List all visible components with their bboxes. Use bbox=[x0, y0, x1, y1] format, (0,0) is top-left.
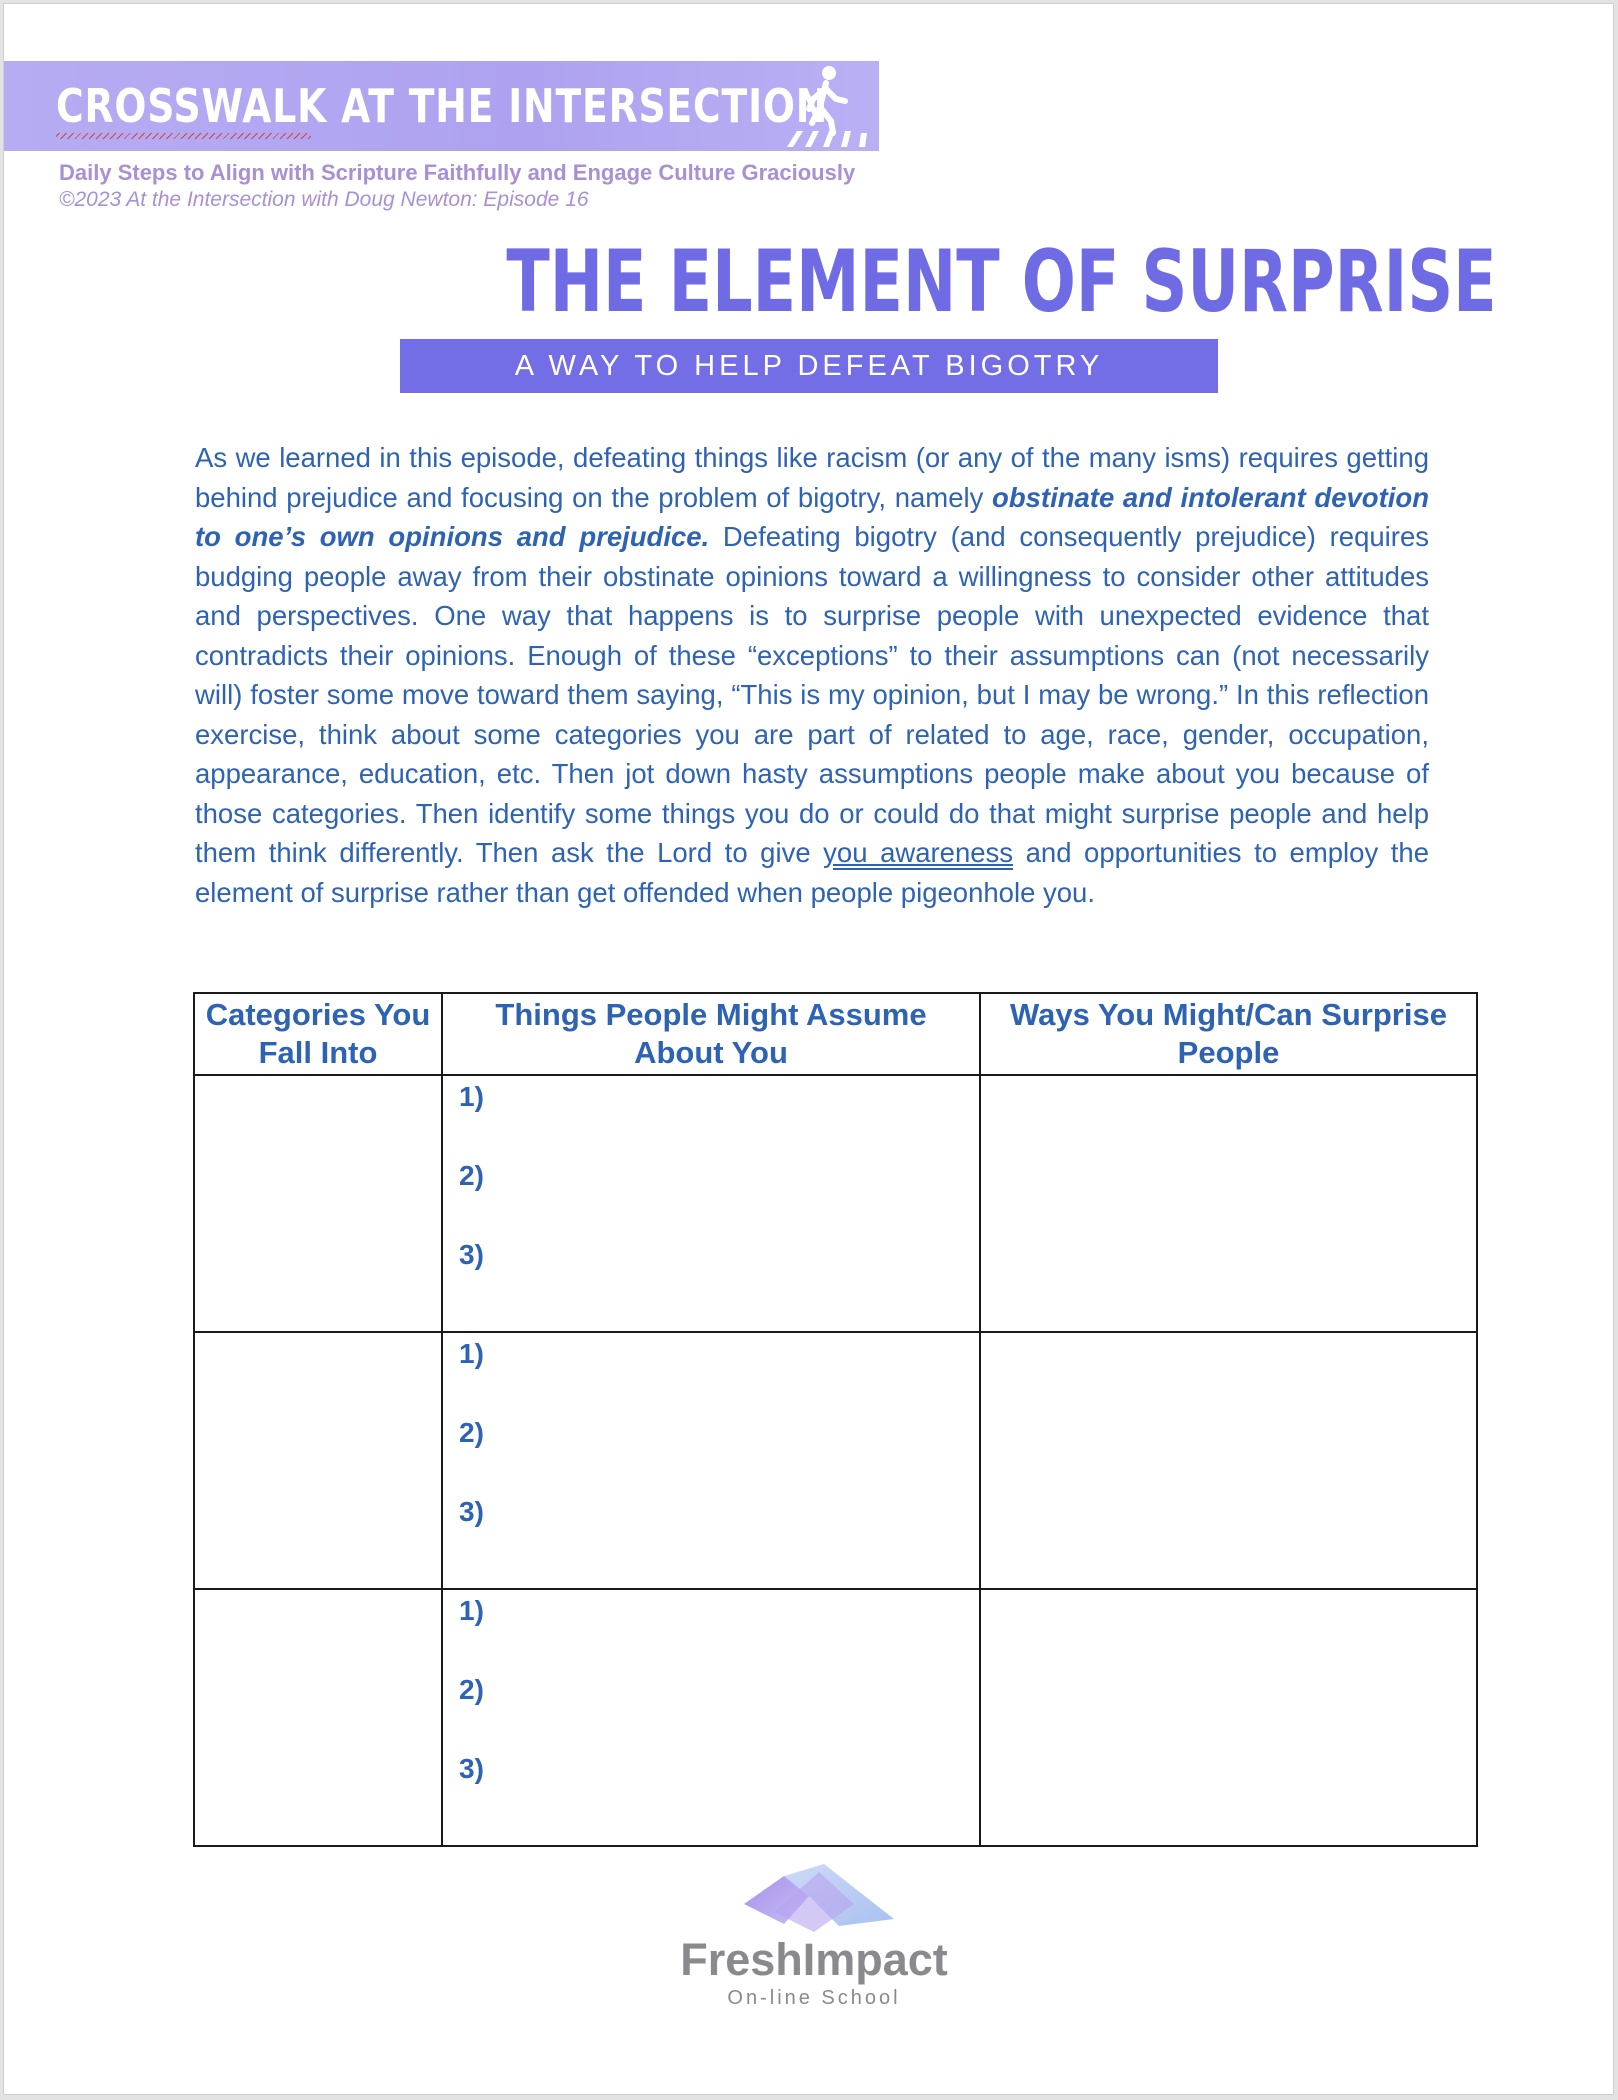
list-number: 1) bbox=[459, 1595, 484, 1626]
list-number: 3) bbox=[459, 1239, 484, 1270]
intro-paragraph bbox=[195, 438, 1429, 912]
categories-cell[interactable] bbox=[194, 1332, 442, 1589]
fresh-impact-logo-icon bbox=[744, 1864, 894, 1934]
spellcheck-squiggle bbox=[56, 133, 311, 139]
intro-underlined: you awareness bbox=[823, 837, 1014, 868]
list-number: 1) bbox=[459, 1338, 484, 1369]
worksheet-page bbox=[3, 3, 1614, 2095]
surprise-cell[interactable] bbox=[980, 1075, 1477, 1332]
numbered-list bbox=[444, 1077, 978, 1314]
numbered-list bbox=[444, 1334, 978, 1571]
list-number: 3) bbox=[459, 1753, 484, 1784]
categories-cell[interactable] bbox=[194, 1589, 442, 1846]
header-surprise: Ways You Might/Can Surprise People bbox=[980, 993, 1477, 1075]
table-row bbox=[194, 1075, 1477, 1332]
logo-name: FreshImpact bbox=[680, 1934, 948, 1985]
tagline: Daily Steps to Align with Scripture Faithfully and Engage Culture Graciously bbox=[59, 160, 856, 185]
page-title: THE ELEMENT OF SURPRISE bbox=[506, 232, 1497, 332]
pedestrian-crosswalk-icon bbox=[779, 63, 869, 149]
list-number: 2) bbox=[459, 1674, 484, 1705]
list-number: 3) bbox=[459, 1496, 484, 1527]
intro-text-1: As we learned in this episode, defeating things like racism (or any of the many isms) requires getting behind prejudice and focusing on the problem of bigotry, namely bbox=[195, 442, 1429, 513]
intro-emphasis: obstinate and intolerant devotion to one’s own opinions and prejudice. bbox=[195, 481, 1429, 552]
reflection-table bbox=[193, 992, 1478, 1847]
table-row bbox=[194, 1332, 1477, 1589]
numbered-list bbox=[444, 1591, 978, 1828]
intro-text-2: Defeating bigotry (and consequently prejudice) requires budging people away from their obstinate opinions toward a willingness to consider other attitudes and perspectives. One way that happens is to surprise people with unexpected evidence that contradicts their opinions. Enough of these “exceptions” to their assumptions can (not necessarily will) foster some move toward them saying, “This is my opinion, but I may be wrong.” In this reflection exercise, think about some categories you are part of related to age, race, gender, occupation, appearance, education, etc. Then jot down hasty assumptions people make about you because of those categories. Then identify some things you do or could do that might surprise people and help them think differently. Then ask the Lord to give bbox=[195, 521, 1429, 868]
logo-subtitle: On-line School bbox=[727, 1987, 901, 2009]
series-title: CROSSWALK AT THE INTERSECTION bbox=[56, 79, 829, 133]
list-number: 2) bbox=[459, 1417, 484, 1448]
intro-text-3: and opportunities to employ the element of surprise rather than get offended when people pigeonhole you. bbox=[195, 837, 1429, 908]
series-banner bbox=[4, 61, 879, 151]
copyright-line: ©2023 At the Intersection with Doug Newton: Episode 16 bbox=[59, 188, 589, 211]
table-header-row bbox=[194, 993, 1477, 1075]
assumptions-cell[interactable] bbox=[442, 1332, 980, 1589]
surprise-cell[interactable] bbox=[980, 1589, 1477, 1846]
table-row bbox=[194, 1589, 1477, 1846]
header-assumptions: Things People Might Assume About You bbox=[442, 993, 980, 1075]
header-categories: Categories You Fall Into bbox=[194, 993, 442, 1075]
categories-cell[interactable] bbox=[194, 1075, 442, 1332]
surprise-cell[interactable] bbox=[980, 1332, 1477, 1589]
list-number: 1) bbox=[459, 1081, 484, 1112]
assumptions-cell[interactable] bbox=[442, 1589, 980, 1846]
list-number: 2) bbox=[459, 1160, 484, 1191]
assumptions-cell[interactable] bbox=[442, 1075, 980, 1332]
subtitle-bar: A WAY TO HELP DEFEAT BIGOTRY bbox=[400, 339, 1218, 393]
